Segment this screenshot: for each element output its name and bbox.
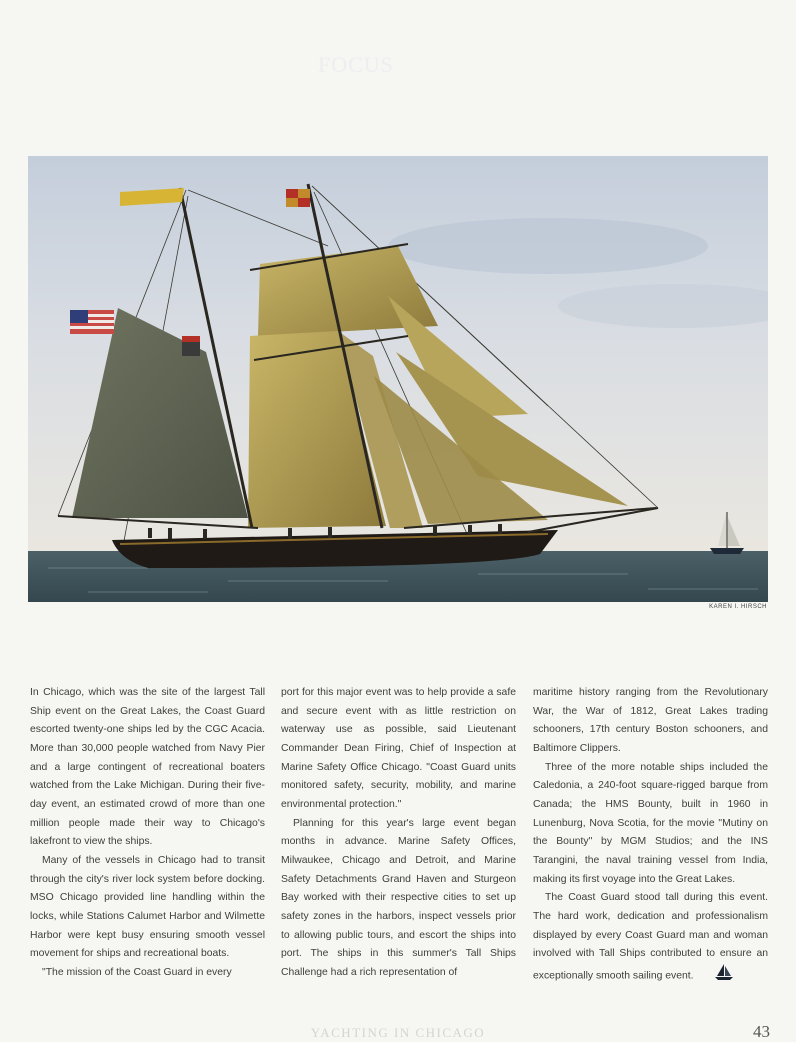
tall-ship-photo — [28, 156, 768, 602]
text-column-1 — [30, 684, 265, 983]
tall-ship-illustration — [28, 156, 768, 602]
paragraph: Planning for this year's large event began months in advance. Marine Safety Offices, Milwaukee, Chicago and Detroit, and Marine Safety Detachments Grand Haven and Sturgeon Bay worked with their respective cities to set up safety zones in the harbors, inspect vessels prior to allowing public tours, and escort the ships into port. The ships in this summer's Tall Ships Challenge had a rich representation of — [281, 817, 516, 978]
text-column-3 — [533, 684, 768, 988]
signal-flag — [182, 336, 200, 356]
magazine-footer-title: YACHTING IN CHICAGO — [310, 1025, 486, 1040]
paragraph: In Chicago, which was the site of the largest Tall Ship event on the Great Lakes, the Coast Guard escorted twenty-one ships led by the CGC Acacia. More than 30,000 people watched from Navy Pier and a large contingent of recreational boaters watched from the Lake Michigan. During their five-day event, an estimated crowd of more than one million people made their way to Chicago's lakefront to view the ships. — [30, 687, 265, 848]
maryland-flag — [286, 189, 310, 207]
paragraph: maritime history ranging from the Revolutionary War, the War of 1812, Great Lakes trading schooners, 17th century Boston schooners, and Baltimore Clippers. — [533, 687, 768, 754]
paragraph: Many of the vessels in Chicago had to transit through the city's river lock system before docking. MSO Chicago provided line handling within the locks, while Stations Calumet Harbor and Wilmette Harbor were kept busy ensuring smooth vessel movement for ships and recreational boats. — [30, 854, 265, 960]
paragraph: "The mission of the Coast Guard in every — [42, 966, 232, 978]
us-flag — [70, 310, 114, 334]
paragraph: port for this major event was to help provide a safe and secure event with as little restriction on waterway use as possible, said Lieutenant Commander Dean Firing, Chief of Inspection at Marine Safety Office Chicago. "Coast Guard units monitored safety, security, mobility, and marine environmental protection." — [281, 687, 516, 810]
page-number: 43 — [753, 1022, 770, 1041]
paragraph: The Coast Guard stood tall during this event. The hard work, dedication and professionalism displayed by every Coast Guard man and woman involved with Tall Ships contributed to ensure an exceptionally smooth sailing event. — [533, 892, 768, 982]
text-column-2 — [281, 684, 516, 983]
sailboat-end-icon — [702, 964, 734, 988]
photo-credit: KAREN I. HIRSCH — [709, 604, 767, 610]
paragraph: Three of the more notable ships included the Caledonia, a 240-foot square-rigged barque from Canada; the HMS Bounty, built in 1960 in Lunenburg, Nova Scotia, for the movie "Mutiny on the Bounty" by MGM Studios; and the INS Tarangini, the naval training vessel from India, making its first voyage into the Great Lakes. — [533, 761, 768, 885]
ghost-section-title: FOCUS — [318, 52, 394, 77]
